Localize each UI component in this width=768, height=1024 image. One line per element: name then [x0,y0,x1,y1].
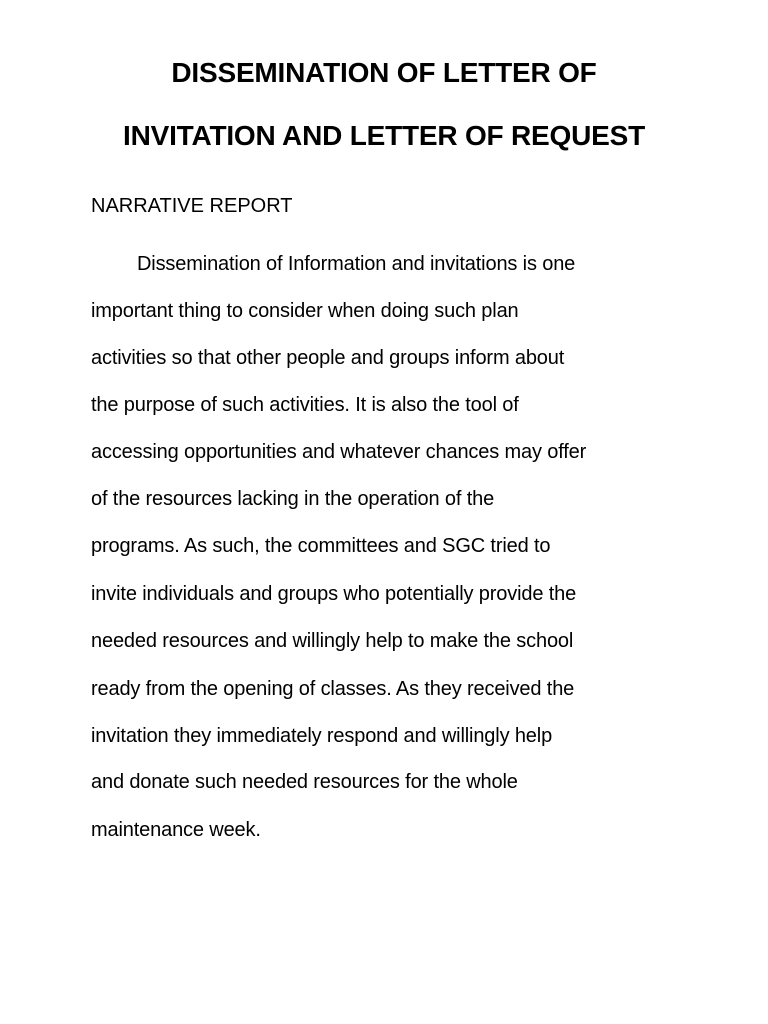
paragraph-line: Dissemination of Information and invitations is one [137,253,576,275]
paragraph-line: ready from the opening of classes. As they received the [91,678,575,700]
paragraph-line: and donate such needed resources for the whole [91,771,518,793]
paragraph-line: programs. As such, the committees and SGC tried to [91,535,551,557]
document-title-line-1: DISSEMINATION OF LETTER OF [171,57,597,88]
paragraph-line: invite individuals and groups who potentially provide the [91,583,577,605]
paragraph-line: needed resources and willingly help to make the school [91,630,574,652]
paragraph-line: accessing opportunities and whatever chances may offer [91,441,587,463]
document-title-line-2: INVITATION AND LETTER OF REQUEST [123,120,645,151]
paragraph-line: of the resources lacking in the operation of the [91,488,495,510]
paragraph-line: maintenance week. [91,819,261,841]
paragraph-line: invitation they immediately respond and willingly help [91,725,553,747]
paragraph-line: the purpose of such activities. It is also the tool of [91,394,519,416]
paragraph-line: activities so that other people and groups inform about [91,347,565,369]
paragraph-line: important thing to consider when doing such plan [91,300,519,322]
section-heading: NARRATIVE REPORT [91,195,293,217]
